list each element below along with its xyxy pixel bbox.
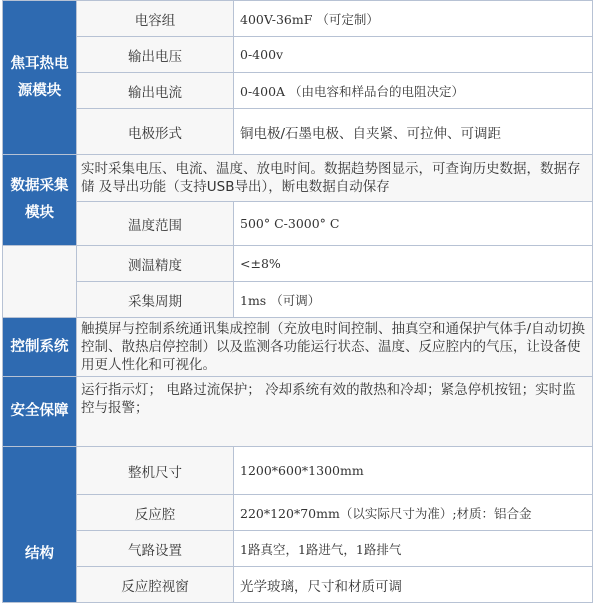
table-row bbox=[3, 318, 593, 377]
row-value: 500° C-3000° C bbox=[234, 202, 593, 246]
table-row bbox=[3, 1, 593, 37]
section-title-data: 数据采集模块 bbox=[3, 155, 77, 246]
table-row bbox=[3, 282, 593, 318]
row-label: 反应腔 bbox=[77, 495, 234, 531]
section-title-structure: 结构 bbox=[3, 447, 77, 603]
row-value: 220*120*70mm（以实际尺寸为准）;材质：铝合金 bbox=[234, 495, 593, 531]
table-row bbox=[3, 73, 593, 109]
section-description-data: 实时采集电压、电流、温度、放电时间。数据趋势图显示，可查询历史数据，数据存储 及导出功能（支持USB导出），断电数据自动保存 bbox=[77, 155, 593, 202]
table-row bbox=[3, 495, 593, 531]
row-value: 铜电极/石墨电极、自夹紧、可拉伸、可调距 bbox=[234, 109, 593, 155]
row-label: 反应腔视窗 bbox=[77, 567, 234, 603]
row-value: <±8% bbox=[234, 246, 593, 282]
section-title-control: 控制系统 bbox=[3, 318, 77, 377]
table-row bbox=[3, 202, 593, 246]
table-row bbox=[3, 447, 593, 495]
table-row bbox=[3, 155, 593, 202]
table-row bbox=[3, 109, 593, 155]
row-label: 温度范围 bbox=[77, 202, 234, 246]
row-value: 1路真空，1路进气，1路排气 bbox=[234, 531, 593, 567]
table-row bbox=[3, 37, 593, 73]
table-row bbox=[3, 531, 593, 567]
row-label: 电极形式 bbox=[77, 109, 234, 155]
section-filler-cell bbox=[3, 246, 77, 318]
row-value: 1ms （可调） bbox=[234, 282, 593, 318]
row-label: 整机尺寸 bbox=[77, 447, 234, 495]
row-label: 输出电流 bbox=[77, 73, 234, 109]
row-value: 0-400A （由电容和样品台的电阻决定） bbox=[234, 73, 593, 109]
row-label: 采集周期 bbox=[77, 282, 234, 318]
row-value: 400V-36mF （可定制） bbox=[234, 1, 593, 37]
section-title-safety: 安全保障 bbox=[3, 377, 77, 447]
section-title-power: 焦耳热电源模块 bbox=[3, 1, 77, 155]
table-row bbox=[3, 246, 593, 282]
row-label: 输出电压 bbox=[77, 37, 234, 73]
spec-table bbox=[2, 0, 593, 603]
section-description-safety: 运行指示灯； 电路过流保护； 冷却系统有效的散热和冷却；紧急停机按钮；实时监控与报警； bbox=[77, 377, 593, 447]
table-row bbox=[3, 377, 593, 447]
row-value: 0-400v bbox=[234, 37, 593, 73]
row-label: 电容组 bbox=[77, 1, 234, 37]
row-label: 气路设置 bbox=[77, 531, 234, 567]
row-label: 测温精度 bbox=[77, 246, 234, 282]
section-description-control: 触摸屏与控制系统通讯集成控制（充放电时间控制、抽真空和通保护气体手/自动切换控制、散热启停控制）以及监测各功能运行状态、温度、反应腔内的气压，让设备使用更人性化和可视化。 bbox=[77, 318, 593, 377]
table-row bbox=[3, 567, 593, 603]
row-value: 1200*600*1300mm bbox=[234, 447, 593, 495]
row-value: 光学玻璃，尺寸和材质可调 bbox=[234, 567, 593, 603]
